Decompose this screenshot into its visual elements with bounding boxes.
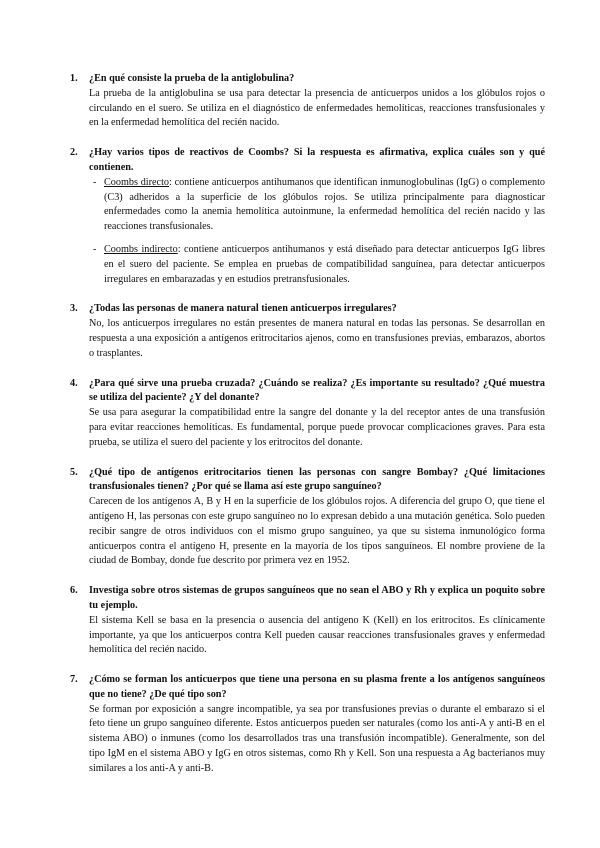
question-answer: Se forman por exposición a sangre incompatible, ya sea por transfusiones previas o durante el embarazo si el feto tiene un grupo sanguíneo diferente. Estos anticuerpos pueden ser naturales (como los anti-A y anti-B en el sistema ABO) o inmunes (como los desarrollados tras una transfusión incompatible). Generalmente, son del tipo IgM en el sistema ABO y IgG en otros sistemas, como Rh y Kell. Son una respuesta a Ag bacterianos muy similares a los anti-A y anti-B. xyxy=(89,703,545,774)
answer-item-term: Coombs indirecto xyxy=(104,243,178,255)
question-number: 4. xyxy=(70,377,78,389)
question-title: ¿Hay varios tipos de reactivos de Coombs? Si la respuesta es afirmativa, explica cuáles son y qué contienen. xyxy=(89,147,545,173)
question-title: ¿Cómo se forman los anticuerpos que tiene una persona en su plasma frente a los antígenos sanguíneos que no tiene? ¿De qué tipo son? xyxy=(89,674,545,700)
question-6 xyxy=(70,584,545,658)
question-1 xyxy=(70,72,545,131)
question-answer: Carecen de los antígenos A, B y H en la superficie de los glóbulos rojos. A diferencia del grupo O, que tiene el antígeno H, las personas con este grupo sanguíneo no lo expresan debido a una mutación genética. Solo pueden recibir sangre de otros individuos con el mismo grupo sanguíneo, ya que su sistema inmunológico forma anticuerpos contra el antígeno H, presente en la mayoría de los tipos sanguíneos. El nombre proviene de la ciudad de Bombay, donde fue descrito por primera vez en 1952. xyxy=(89,496,545,567)
question-number: 2. xyxy=(70,147,78,159)
question-answer: No, los anticuerpos irregulares no están presentes de manera natural en todas las personas. Se desarrollan en respuesta a una exposición a antígenos eritrocitarios ajenos, como en transfusiones previas, embarazos, abortos o trasplantes. xyxy=(89,318,545,359)
question-answer: Se usa para asegurar la compatibilidad entre la sangre del donante y la del receptor antes de una transfusión para evitar reacciones hemolíticas. Es fundamental, porque puede provocar complicaciones graves. Para esta prueba, se utiliza el suero del paciente y los eritrocitos del donante. xyxy=(89,407,545,448)
question-answer: El sistema Kell se basa en la presencia o ausencia del antígeno K (Kell) en los eritrocitos. Es clínicamente importante, ya que los anticuerpos contra Kell pueden causar reacciones transfusionales graves y enfermedad hemolítica del recién nacido. xyxy=(89,614,545,656)
question-number: 3. xyxy=(70,303,78,315)
question-list xyxy=(70,72,545,792)
question-title: ¿Qué tipo de antígenos eritrocitarios tienen las personas con sangre Bombay? ¿Qué limitaciones transfusionales tienen? ¿Por qué se llama así este grupo sanguíneo? xyxy=(89,466,545,493)
question-7 xyxy=(70,673,545,777)
question-title: ¿Todas las personas de manera natural tienen anticuerpos irregulares? xyxy=(89,303,397,315)
question-number: 6. xyxy=(70,585,78,597)
question-3 xyxy=(70,302,545,361)
question-title: ¿Para qué sirve una prueba cruzada? ¿Cuándo se realiza? ¿Es importante su resultado? ¿Qué muestra se utiliza del paciente? ¿Y del donante? xyxy=(89,377,545,404)
question-answer: La prueba de la antiglobulina se usa para detectar la presencia de anticuerpos unidos a los glóbulos rojos o circulando en el suero. Se utiliza en el diagnóstico de enfermedades hemolíticas, reacciones transfusionales y en la enfermedad hemolítica del recién nacido. xyxy=(89,87,545,129)
answer-item-text: : contiene anticuerpos antihumanos que identifican inmunoglobulinas (IgG) o complemento (C3) adheridos a la superficie de los glóbulos rojos. Se utiliza principalmente para diagnosticar enfermedades como la anemia hemolítica autoinmune, la enfermedad hemolítica del recién nacido y las reacciones transfusionales. xyxy=(104,176,546,233)
question-number: 7. xyxy=(70,674,78,686)
question-title: Investiga sobre otros sistemas de grupos sanguíneos que no sean el ABO y Rh y explica un poquito sobre tu ejemplo. xyxy=(89,585,545,611)
dash-bullet: - xyxy=(93,243,97,255)
question-2 xyxy=(70,146,545,287)
question-5 xyxy=(70,466,545,570)
answer-item-term: Coombs directo xyxy=(104,176,169,188)
question-4 xyxy=(70,377,545,451)
answer-item-text: : contiene anticuerpos antihumanos y está diseñado para detectar anticuerpos IgG libres en el suero del paciente. Se emplea en pruebas de compatibilidad sanguínea, para detectar anticuerpos irregulares en embarazadas y en estudios pretransfusionales. xyxy=(104,243,545,285)
answer-item-coombs-directo xyxy=(89,176,545,235)
question-title: ¿En qué consiste la prueba de la antiglobulina? xyxy=(89,73,295,84)
answer-item-coombs-indirecto xyxy=(89,243,545,287)
dash-bullet: - xyxy=(93,176,97,188)
question-number: 1. xyxy=(70,73,78,84)
question-number: 5. xyxy=(70,466,78,478)
